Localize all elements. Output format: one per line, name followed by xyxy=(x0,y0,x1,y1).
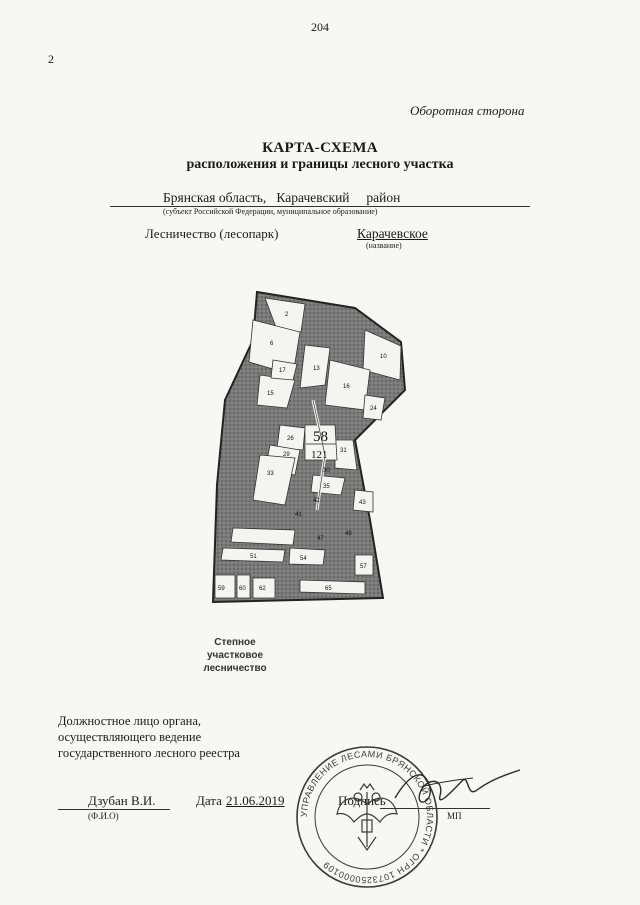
plot-label: 41 xyxy=(295,512,302,518)
forest-plot-map xyxy=(205,280,415,610)
plot-label: 10 xyxy=(380,354,387,360)
date-label: Дата xyxy=(196,793,222,808)
leaf-number: 2 xyxy=(48,52,54,66)
page-number: 204 xyxy=(311,20,329,34)
plot-label: 26 xyxy=(287,436,294,442)
forestry-name: Карачевское xyxy=(357,226,428,241)
plot-label: 43 xyxy=(359,500,366,506)
neighbor-label-line-2: лесничество xyxy=(203,663,267,674)
region-line: Брянская область, Карачевский район xyxy=(163,190,401,205)
name-caption: (Ф.И.О) xyxy=(88,811,119,821)
plot-41 xyxy=(231,528,295,545)
region-caption: (субъект Российской Федерации, муниципальное образование) xyxy=(163,207,378,216)
plot-label: 51 xyxy=(250,554,257,560)
plot-label: 29 xyxy=(283,452,290,458)
plot-label: 60 xyxy=(239,586,246,592)
quarter-area: 121 xyxy=(311,449,328,461)
plot-label: 31 xyxy=(340,448,347,454)
stamp-caption: МП xyxy=(447,811,462,821)
seal-text: УПРАВЛЕНИЕ ЛЕСАМИ БРЯНСКОЙ ОБЛАСТИ * ОГРН 1073250000109 xyxy=(298,748,436,886)
handwritten-signature xyxy=(385,758,525,818)
neighbor-forestry-label xyxy=(185,636,285,675)
quarter-number: 58 xyxy=(313,429,328,445)
document-title: КАРТА-СХЕМА xyxy=(262,140,378,156)
plot-label: 24 xyxy=(370,406,377,412)
plot-label: 42 xyxy=(313,498,320,504)
official-position: Должностное лицо органа, осуществляющего ведение государственного лесного реестра xyxy=(58,714,240,760)
official-name: Дзубан В.И. xyxy=(88,793,156,808)
plot-65 xyxy=(300,580,365,594)
plot-label: 6 xyxy=(270,341,274,347)
plot-label: 2 xyxy=(285,312,289,318)
forestry-caption: (название) xyxy=(366,241,402,250)
plot-label: 13 xyxy=(313,366,320,372)
plot-label: 47 xyxy=(317,536,324,542)
side-label: Оборотная сторона xyxy=(410,103,525,118)
plot-label: 30 xyxy=(323,468,330,474)
plot-label: 54 xyxy=(300,556,307,562)
plot-label: 65 xyxy=(325,586,332,592)
neighbor-label-line-1: Степное участковое xyxy=(206,637,264,661)
plot-label: 16 xyxy=(343,384,350,390)
plot-label: 17 xyxy=(279,368,286,374)
forestry-label: Лесничество (лесопарк) xyxy=(145,226,279,241)
plot-label: 35 xyxy=(323,484,330,490)
plot-label: 48 xyxy=(345,531,352,537)
plot-label: 57 xyxy=(360,564,367,570)
document-subtitle: расположения и границы лесного участка xyxy=(186,157,454,172)
plot-label: 15 xyxy=(267,391,274,397)
name-underline xyxy=(58,809,170,810)
plot-label: 62 xyxy=(259,586,266,592)
plot-label: 33 xyxy=(267,471,274,477)
date-value: 21.06.2019 xyxy=(226,793,285,808)
plot-54 xyxy=(289,548,325,565)
plot-31 xyxy=(335,440,357,470)
signature-label: Подпись xyxy=(338,793,386,808)
plot-label: 59 xyxy=(218,586,225,592)
